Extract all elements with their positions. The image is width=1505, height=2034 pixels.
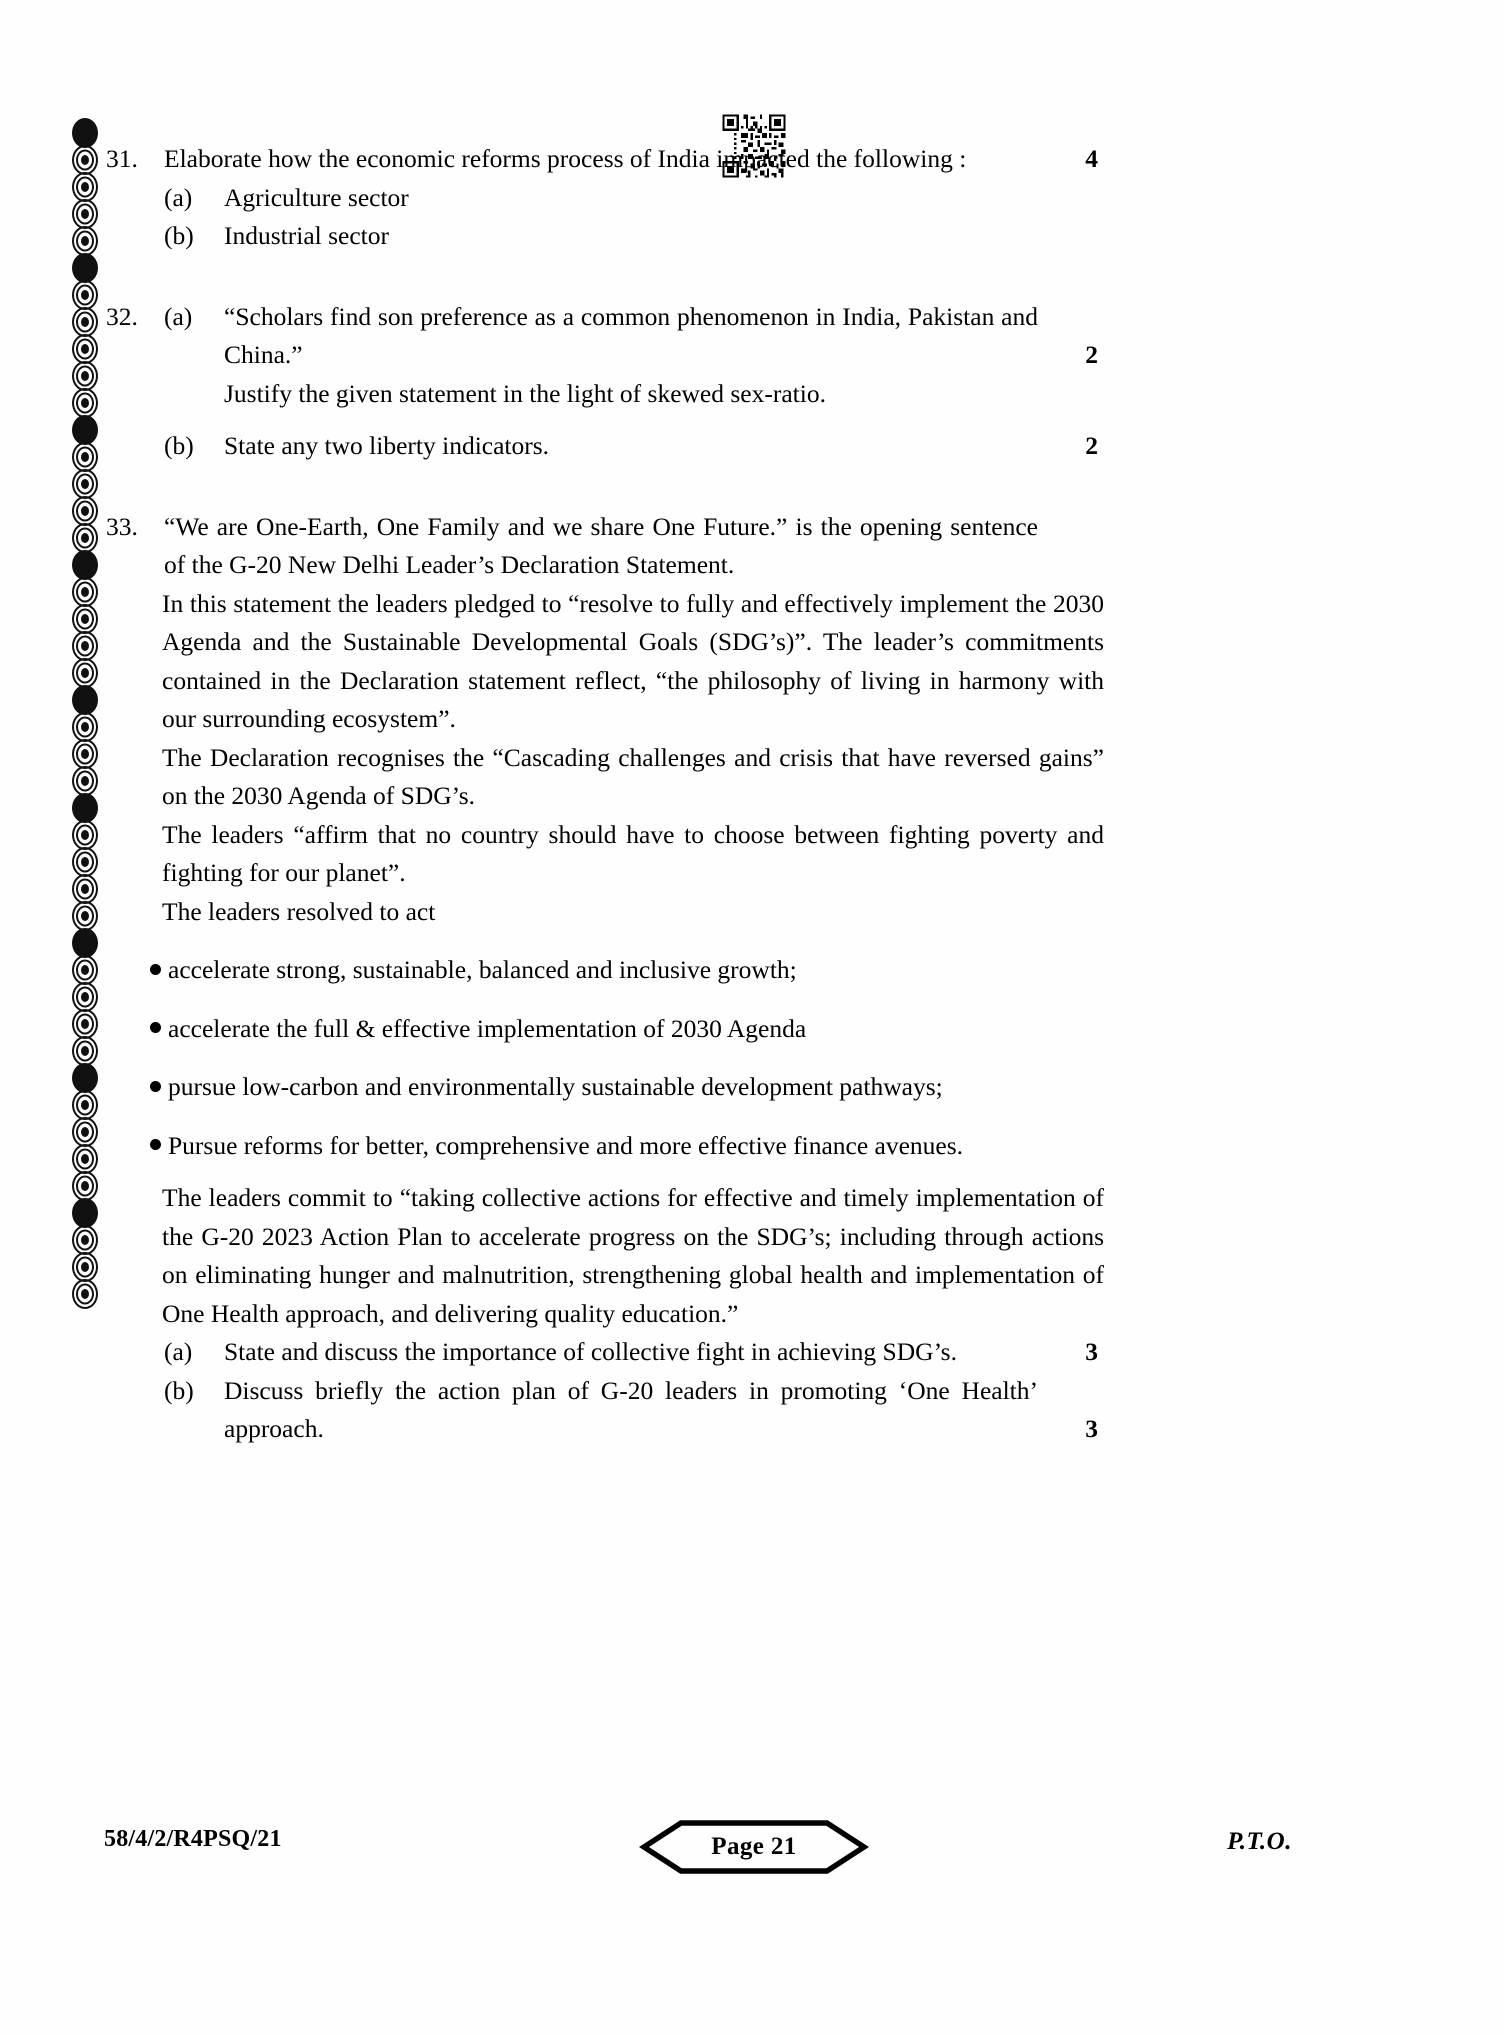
question-33-paragraph-3-row <box>104 739 1104 816</box>
question-31-part-b-text: Industrial sector <box>224 221 389 250</box>
margin-ornament-icon <box>70 1144 100 1174</box>
margin-ornament-icon <box>70 253 100 283</box>
question-33-bullet-2-text: accelerate the full & effective implementation of 2030 Agenda <box>168 1013 807 1043</box>
margin-ornament-icon <box>70 1252 100 1282</box>
margin-ornament-icon <box>70 1198 100 1228</box>
margin-ornament-icon <box>70 280 100 310</box>
margin-ornament-icon <box>70 955 100 985</box>
question-32-part-a-marks: 2 <box>1085 340 1098 369</box>
margin-ornament-icon <box>70 496 100 526</box>
bullet-icon <box>104 951 164 990</box>
spacer <box>104 585 162 739</box>
question-33-paragraph-2-row <box>104 585 1104 739</box>
bullet-icon <box>104 1127 164 1166</box>
spacer <box>104 893 162 932</box>
question-33-paragraph-4: The leaders “affirm that no country should have to choose between fighting poverty and fighting for our planet”. <box>162 819 1104 887</box>
margin-ornament-icon <box>70 1009 100 1039</box>
margin-ornament-icon <box>70 658 100 688</box>
question-33-bullet-2 <box>104 1010 1104 1049</box>
margin-ornament-icon <box>70 577 100 607</box>
margin-ornament-icon <box>70 847 100 877</box>
question-32-part-a-extra <box>104 375 1104 414</box>
margin-ornament-icon <box>70 550 100 580</box>
margin-ornament-icon <box>70 199 100 229</box>
spacer <box>104 739 162 816</box>
question-31-marks: 4 <box>1085 144 1098 173</box>
margin-ornament-icon <box>70 874 100 904</box>
question-33-bullet-4 <box>104 1127 1104 1166</box>
question-33-part-b <box>104 1372 1104 1449</box>
question-31-part-a-label: (a) <box>164 182 193 212</box>
margin-ornament-icon <box>70 739 100 769</box>
question-31-part-b <box>104 217 1104 256</box>
spacer <box>104 816 162 893</box>
question-33-closing-paragraph: The leaders commit to “taking collective actions for effective and timely implementation of the G-20 2023 Action Plan to accelerate progress on the SDG’s; including through actions on eliminating hunger and malnutrition, strengthening global health and implementation of One Health approach, and delivering quality education.” <box>162 1183 1104 1328</box>
question-31-part-a-text: Agriculture sector <box>224 182 409 212</box>
margin-ornament-icon <box>70 1279 100 1309</box>
margin-ornament-icon <box>70 1036 100 1066</box>
spacer <box>104 1165 1404 1179</box>
margin-ornament-icon <box>70 145 100 175</box>
question-content <box>104 140 1404 1449</box>
question-33-paragraph-3: The Declaration recognises the “Cascading challenges and crisis that have reversed gains” on the 2030 Agenda of SDG’s. <box>162 742 1104 810</box>
question-33-part-a-label: (a) <box>164 1337 193 1366</box>
margin-ornament-icon <box>70 820 100 850</box>
page-number-label: Page 21 <box>711 1833 797 1860</box>
question-32-part-b-marks: 2 <box>1085 431 1098 460</box>
margin-ornament-icon <box>70 118 100 148</box>
margin-ornament-icon <box>70 415 100 445</box>
margin-ornament-icon <box>70 1171 100 1201</box>
question-32-number: 32. <box>106 301 138 331</box>
question-33-paragraph-1: “We are One-Earth, One Family and we share One Future.” is the opening sentence of the G-20 New Delhi Leader’s Declaration Statement. <box>164 511 1038 579</box>
bullet-icon <box>104 1010 164 1049</box>
margin-ornament-icon <box>70 793 100 823</box>
question-33-bullet-3 <box>104 1068 1104 1107</box>
margin-ornament-icon <box>70 604 100 634</box>
question-33-part-a-marks: 3 <box>1085 1337 1098 1366</box>
margin-ornament-icon <box>70 469 100 499</box>
margin-ornament-icon <box>70 1225 100 1255</box>
question-33-paragraph-2: In this statement the leaders pledged to “resolve to fully and effectively implement the 2030 Agenda and the Sustainable Developmental Goals (SDG’s)”. The leader’s commitments contained in the Declaration statement reflect, “the philosophy of living in harmony with our surrounding ecosystem”. <box>162 588 1104 733</box>
question-33-bullet-1-text: accelerate strong, sustainable, balanced and inclusive growth; <box>168 955 797 984</box>
question-33-intro <box>104 508 1104 585</box>
question-31-part-a <box>104 179 1104 218</box>
question-32-part-a-text: “Scholars find son preference as a common phenomenon in India, Pakistan and China.” <box>224 301 1038 369</box>
question-32-part-b-text: State any two liberty indicators. <box>224 431 550 460</box>
question-32-part-a-extra-text: Justify the given statement in the light of skewed sex-ratio. <box>224 378 826 408</box>
question-33-paragraph-5-row <box>104 893 1104 932</box>
question-33-part-a-text: State and discuss the importance of collective fight in achieving SDG’s. <box>224 1337 957 1366</box>
margin-ornament-icon <box>70 766 100 796</box>
spacer <box>104 466 1404 508</box>
margin-ornament-icon <box>70 982 100 1012</box>
margin-ornament-icon <box>70 334 100 364</box>
spacer <box>104 256 1404 298</box>
page-number-badge <box>639 1820 869 1874</box>
page-footer <box>104 1820 1404 1880</box>
question-33-part-b-text: Discuss briefly the action plan of G-20 leaders in promoting ‘One Health’ approach. <box>224 1375 1038 1443</box>
question-31-number: 31. <box>106 144 138 173</box>
question-33-part-b-label: (b) <box>164 1375 194 1405</box>
question-33-paragraph-4-row <box>104 816 1104 893</box>
spacer <box>104 1179 162 1333</box>
margin-ornament-icon <box>70 901 100 931</box>
margin-ornament-icon <box>70 1117 100 1147</box>
margin-ornament-icon <box>70 361 100 391</box>
question-33-part-b-marks: 3 <box>1085 1414 1098 1443</box>
margin-ornament-icon <box>70 172 100 202</box>
pto-label: P.T.O. <box>1227 1828 1292 1855</box>
margin-ornament-icon <box>70 685 100 715</box>
left-margin-ornament-rail <box>68 118 102 1818</box>
question-31-part-b-label: (b) <box>164 221 194 250</box>
question-33-number: 33. <box>106 511 138 541</box>
question-33-bullet-1 <box>104 951 1104 990</box>
question-32-part-a <box>104 298 1104 375</box>
question-32-part-b-label: (b) <box>164 431 194 460</box>
margin-ornament-icon <box>70 1063 100 1093</box>
margin-ornament-icon <box>70 928 100 958</box>
question-31-stem: Elaborate how the economic reforms process of India impacted the following : <box>164 144 967 173</box>
margin-ornament-icon <box>70 1090 100 1120</box>
margin-ornament-icon <box>70 226 100 256</box>
margin-ornament-icon <box>70 307 100 337</box>
question-32-part-b <box>104 427 1104 466</box>
bullet-icon <box>104 1068 164 1107</box>
margin-ornament-icon <box>70 523 100 553</box>
question-33-paragraph-5: The leaders resolved to act <box>162 896 436 926</box>
question-31 <box>104 140 1104 179</box>
question-33-bullet-4-text: Pursue reforms for better, comprehensive and more effective finance avenues. <box>168 1130 964 1160</box>
margin-ornament-icon <box>70 712 100 742</box>
margin-ornament-icon <box>70 442 100 472</box>
paper-code: 58/4/2/R4PSQ/21 <box>104 1826 282 1852</box>
question-33-bullet-3-text: pursue low-carbon and environmentally sustainable development pathways; <box>168 1072 943 1101</box>
question-33-part-a <box>104 1333 1104 1372</box>
question-33-closing-paragraph-row <box>104 1179 1104 1333</box>
question-32-part-a-label: (a) <box>164 301 193 331</box>
spacer <box>104 413 1404 427</box>
margin-ornament-icon <box>70 631 100 661</box>
margin-ornament-icon <box>70 388 100 418</box>
